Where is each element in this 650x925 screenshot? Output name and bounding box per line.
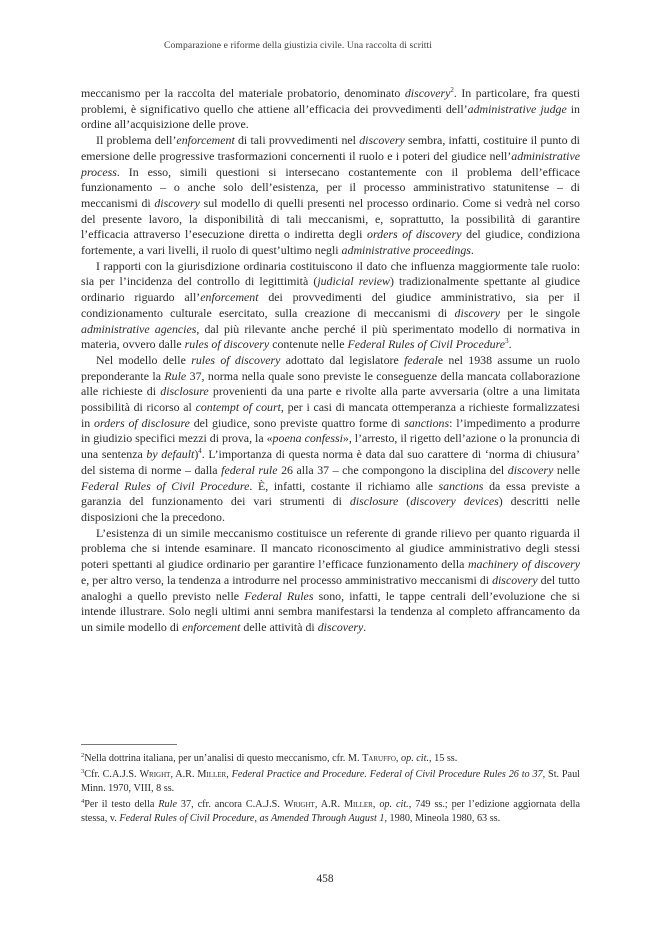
body-text [81, 86, 580, 636]
paragraph-5: L’esistenza di un simile meccanismo costituisce un referente di grande rilievo per quanto riguarda il problema che si intende esaminare. Il mancato riconoscimento al giudice amministrativo degli stessi poteri spettanti al giudice ordinario per garantire l’efficace funzionamento della machinery of discovery e, per altro verso, la tendenza a introdurre nel processo amministrativo meccanismi di discovery del tutto analoghi a quello previsto nelle Federal Rules sono, infatti, le tappe centrali dell’evoluzione che si intende illustrare. Solo negli ultimi anni sembra manifestarsi la tendenza al completo affrancamento da un simile modello di enforcement delle attività di discovery. [81, 525, 580, 634]
page-number: 458 [316, 873, 334, 885]
footnotes [81, 752, 580, 828]
paragraph-1: meccanismo per la raccolta del materiale probatorio, denominato discovery$^2$. In particolare, fra questi problemi, è significativo quello che attiene all’efficacia dei provvedimenti dell’administrative judge in ordine all’acquisizione delle prove. [81, 86, 580, 132]
footnote-separator [81, 744, 177, 745]
footnote-2: $^2$Nella dottrina italiana, per un’analisi di questo meccanismo, cfr. M. Taruffo, op. cit., 15 ss. [81, 752, 458, 764]
footnote-ref-4[interactable]: 4 [198, 447, 202, 456]
paragraph-4: Nel modello delle rules of discovery adottato dal legislatore federale nel 1938 assume un ruolo preponderante la Rule 37, norma nella quale sono previste le conseguenze della mancata collaborazione alle richieste di disclosure provenienti da una parte e rivolte alla parte avversaria (oltre a una limitata possibilità di ricorso al contempt of court, per i casi di mancata ottemperanza a richieste formalizzatesi in orders of disclosure del giudice, sono previste quattro forme di sanctions: l’impedimento a produrre in giudizio specifici mezzi di prova, la «poena confessi», l’arresto, il rigetto dell’azione o la pronuncia di una sentenza by default)$^4$. L’importanza di questa norma è data dal suo carattere di ‘norma di chiusura’ del sistema di norme – dalla federal rule 26 alla 37 – che compongono la disciplina del discovery nelle Federal Rules of Civil Procedure. È, infatti, costante il richiamo alle sanctions da essa previste a garanzia del funzionamento dei vari strumenti di disclosure (discovery devices) descritti nelle disposizioni che la precedono. [81, 352, 581, 524]
footnote-ref-2[interactable]: 2 [450, 86, 454, 94]
paragraph-2: Il problema dell’enforcement di tali provvedimenti nel discovery sembra, infatti, costituire il punto di emersione delle progressive trasformazioni concernenti il ruolo e i poteri del giudice nell’administrative process. In esso, simili questioni si intersecano costantemente con il problema dell’efficace funzionamento – o anche solo dell’esistenza, per il processo amministrativo statunitense – di meccanismi di discovery sul modello di quelli presenti nel processo ordinario. Come si vedrà nel corso del presente lavoro, la disponibilità di tali meccanismi, e, soprattutto, la possibilità di garantire l’efficacia attraverso l’esecuzione diretta o indiretta degli orders of discovery del giudice, condiziona fortemente, a vari livelli, il ruolo di quest’ultimo negli administrative proceedings. [81, 133, 581, 258]
running-header: Comparazione e riforme della giustizia civile. Una raccolta di scritti [164, 40, 433, 51]
footnote-4: $^4$Per il testo della Rule 37, cfr. ancora C.A.J.S. Wright, A.R. Miller, op. cit., 749 ss.; per l’edizione aggiornata della stessa, v. Federal Rules of Civil Procedure, as Amended Through August 1, 1980, Mineola 1980, 63 ss. [81, 798, 581, 824]
paragraph-3: I rapporti con la giurisdizione ordinaria costituiscono il dato che influenza maggiormente tale ruolo: sia per l’incidenza del controllo di legittimità (judicial review) tradizionalmente spettante al giudice ordinario riguardo all’enforcement dei provvedimenti del giudice amministrativo, sia per il condizionamento culturale esercitato, sulla creazione di meccanismi di discovery per le singole administrative agencies, dal più rilevante anche perché il più sperimentato modello di normativa in materia, ovvero dalle rules of discovery contenute nelle Federal Rules of Civil Procedure$^3$. [81, 258, 581, 352]
footnote-3: $^3$Cfr. C.A.J.S. Wright, A.R. Miller, Federal Practice and Procedure. Federal of Civil Procedure Rules 26 to 37, St. Paul Minn. 1970, VIII, 8 ss. [81, 768, 581, 794]
footnote-ref-3[interactable]: 3 [505, 337, 509, 346]
